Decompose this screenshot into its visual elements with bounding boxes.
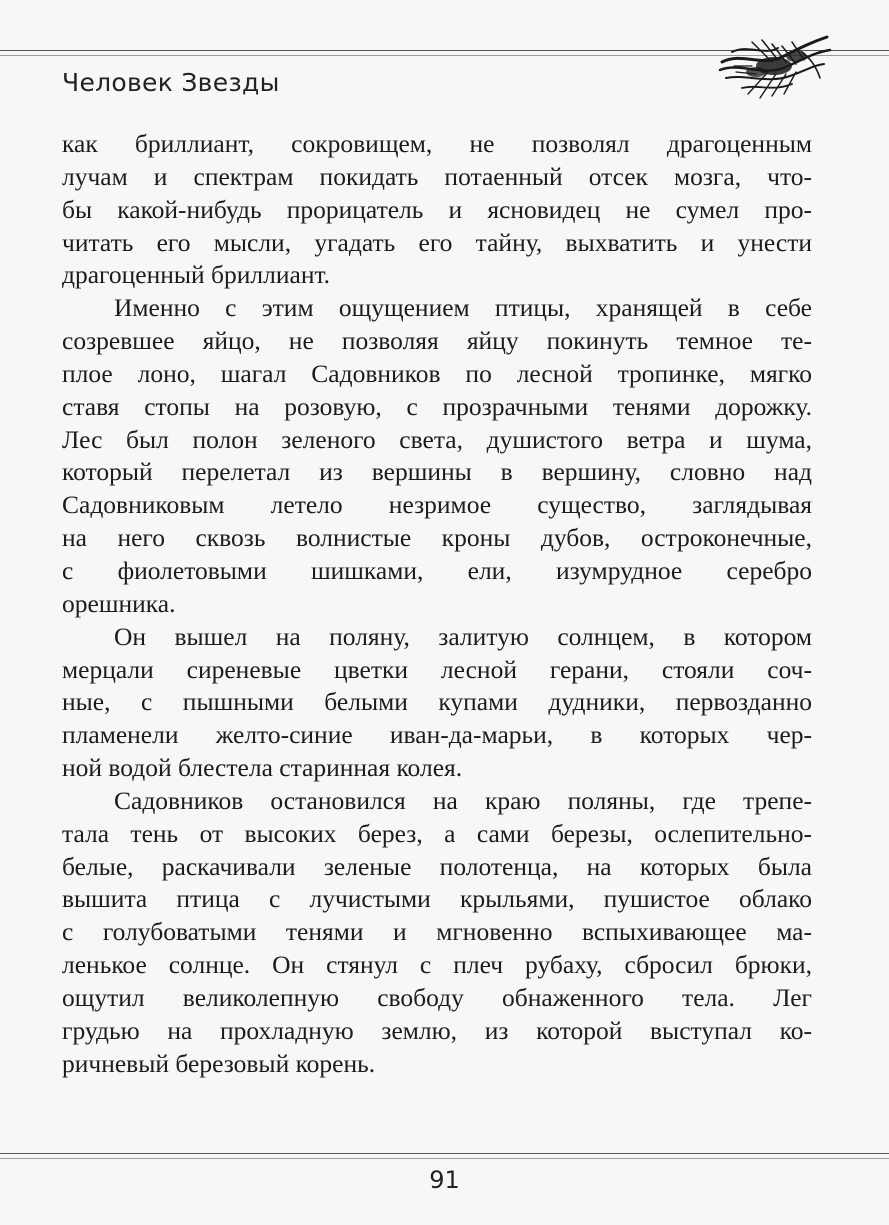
text-line: на него сквозь волнистые кроны дубов, остроконечные,: [62, 523, 812, 553]
body-text: [62, 128, 812, 1080]
footer-rule-secondary: [0, 1158, 889, 1159]
text-line: Лес был полон зеленого света, душистого ветра и шума,: [62, 424, 812, 454]
text-line: лучам и спектрам покидать потаенный отсек мозга, что-: [62, 161, 812, 191]
text-line: с голубоватыми тенями и мгновенно вспыхивающее ма-: [62, 917, 812, 947]
feather-brush-ornament-icon: [712, 22, 832, 112]
text-line: пламенели желто-синие иван-да-марьи, в которых чер-: [62, 720, 812, 750]
paragraph: [62, 621, 812, 785]
text-line: вышита птица с лучистыми крыльями, пушистое облако: [62, 884, 812, 914]
text-line: ставя стопы на розовую, с прозрачными тенями дорожку.: [62, 391, 812, 421]
paragraph: [62, 292, 812, 620]
footer-rule: [0, 1153, 889, 1154]
text-line: Именно с этим ощущением птицы, хранящей в себе: [114, 293, 812, 323]
text-line: грудью на прохладную землю, из которой выступал ко-: [62, 1015, 812, 1045]
text-line: созревшее яйцо, не позволяя яйцу покинуть темное те-: [62, 326, 812, 356]
text-line: бы какой-нибудь прорицатель и ясновидец не сумел про-: [62, 194, 812, 224]
paragraph: [62, 128, 812, 292]
text-line: тала тень от высоких берез, а сами березы, ослепительно-: [62, 818, 812, 848]
text-line: мерцали сиреневые цветки лесной герани, стояли соч-: [62, 654, 812, 684]
text-line: с фиолетовыми шишками, ели, изумрудное серебро: [62, 555, 812, 585]
text-line: белые, раскачивали зеленые полотенца, на которых была: [62, 851, 812, 881]
text-line: ной водой блестела старинная колея.: [62, 753, 463, 783]
text-line: как бриллиант, сокровищем, не позволял драгоценным: [62, 129, 812, 158]
text-line: ричневый березовый корень.: [62, 1048, 376, 1078]
text-line: орешника.: [62, 588, 176, 618]
paragraph: [62, 785, 812, 1081]
running-title: Человек Звезды: [62, 68, 280, 97]
text-line: плое лоно, шагал Садовников по лесной тропинке, мягко: [62, 358, 812, 388]
text-line: который перелетал из вершины в вершину, словно над: [62, 457, 812, 487]
text-line: Садовников остановился на краю поляны, где трепе-: [114, 785, 812, 815]
text-line: драгоценный бриллиант.: [62, 260, 331, 290]
text-line: Садовниковым летело незримое существо, заглядывая: [62, 490, 812, 520]
text-line: ные, с пышными белыми купами дудники, первозданно: [62, 687, 812, 717]
text-line: читать его мысли, угадать его тайну, выхватить и унести: [62, 227, 812, 257]
page-number: 91: [429, 1166, 460, 1194]
text-line: Он вышел на поляну, залитую солнцем, в котором: [114, 621, 812, 651]
text-line: ленькое солнце. Он стянул с плеч рубаху, сбросил брюки,: [62, 950, 812, 980]
text-line: ощутил великолепную свободу обнаженного тела. Лег: [62, 982, 812, 1012]
